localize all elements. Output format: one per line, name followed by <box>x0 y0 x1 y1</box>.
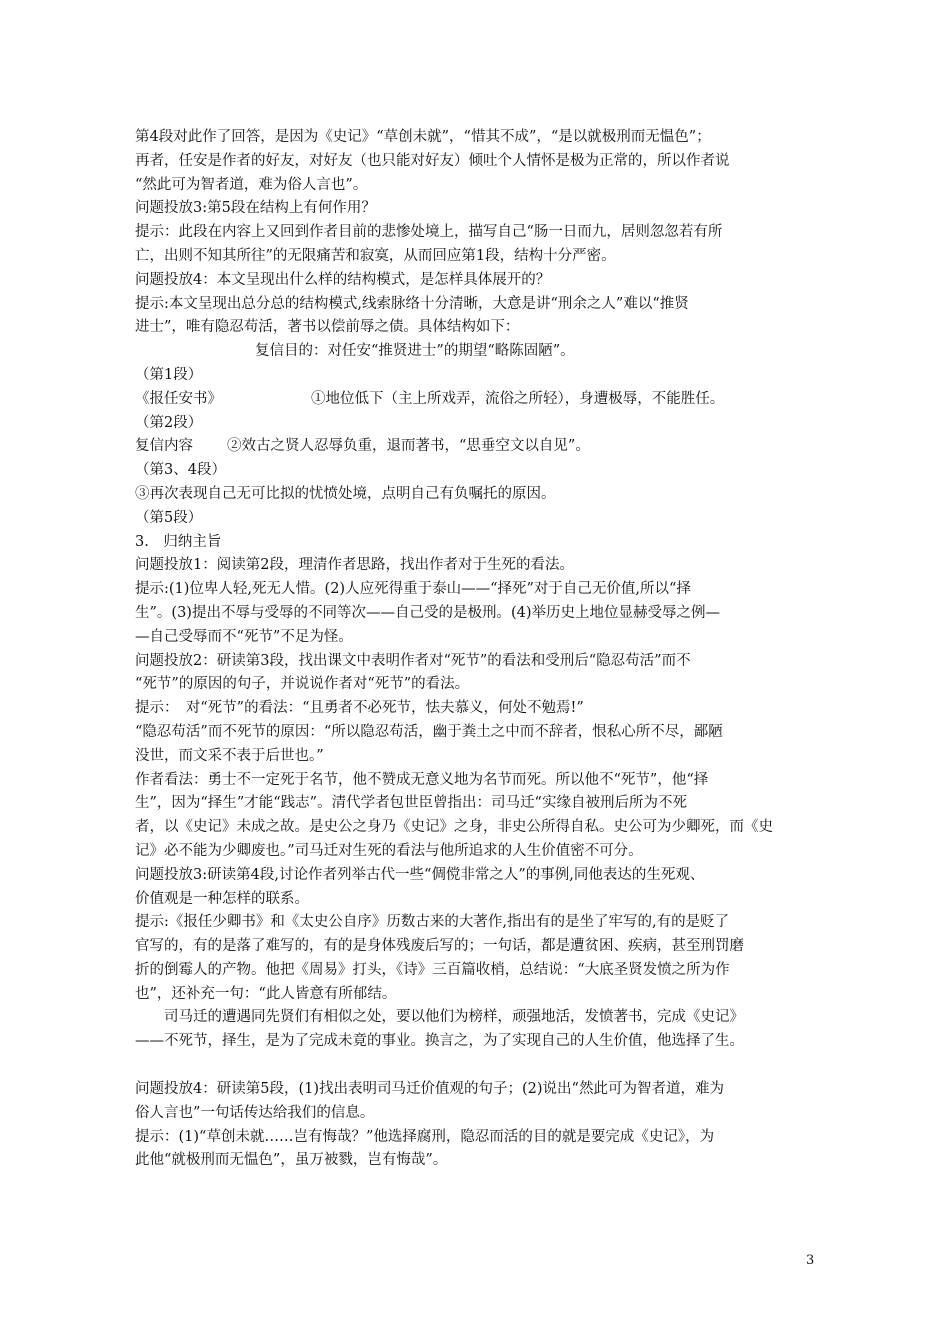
document-body <box>135 126 825 1173</box>
text-line: 提示：(1)“草创未就……岂有悔哉？”他选择腐刑，隐忍而活的目的就是要完成《史记》，为 <box>135 1128 715 1145</box>
text-line: 司马迁的遭遇同先贤们有相似之处，要以他们为榜样，顽强地活，发愤著书，完成《史记》 <box>164 1009 744 1026</box>
text-line: “然此可为智者道，难为俗人言也”。 <box>135 176 368 193</box>
text-line: 第4段对此作了回答，是因为《史记》“草创未就”，“惜其不成”，“是以就极刑而无愠色”； <box>135 129 711 145</box>
structure-paragraph-ref: （第5段） <box>135 509 203 526</box>
page-number: 3 <box>806 1253 815 1268</box>
text-line: 亡，出则不知其所往”的无限痛苦和寂寞，从而回应第1段，结构十分严密。 <box>135 247 616 264</box>
text-line: 提示:《报任少卿书》和《太史公自序》历数古来的大著作,指出有的是坐了牢写的,有的是贬了 <box>135 914 730 931</box>
text-line: 作者看法：勇士不一定死于名节，他不赞成无意义地为名节而死。所以他不“死节”，他“择 <box>135 771 709 788</box>
text-line: 者，以《史记》未成之故。是史公之身乃《史记》之身，非史公所得自私。史公可为少卿死，而《史 <box>135 819 773 836</box>
question-heading: 问题投放3:研读第4段,讨论作者列举古代一些“倜傥非常之人”的事例,同他表达的生死观、 <box>135 866 705 883</box>
text-line: 生”。(3)提出不辱与受辱的不同等次——自己受的是极刑。(4)举历史上地位显赫受辱之例— <box>135 604 720 621</box>
blank-line <box>135 1054 825 1078</box>
text-line: ——不死节，择生，是为了完成未竟的事业。换言之，为了实现自己的人生价值，他选择了生。 <box>135 1033 744 1050</box>
question-heading: 问题投放4：研读第5段，(1)找出表明司马迁价值观的句子；(2)说出“然此可为智者道，难为 <box>135 1081 724 1098</box>
text-line: “隐忍苟活”而不死节的原因：“所以隐忍苟活，幽于粪土之中而不辞者，恨私心所不尽，鄙陋 <box>135 723 723 740</box>
question-heading: 问题投放1：阅读第2段，理清作者思路，找出作者对于生死的看法。 <box>135 557 574 574</box>
text-line: 官写的，有的是落了难写的，有的是身体残废后写的；一句话，都是遭贫困、疾病，甚至刑罚磨 <box>135 938 744 955</box>
structure-paragraph-ref: （第1段） <box>135 366 203 383</box>
text-line: 没世，而文采不表于后世也。” <box>135 747 324 764</box>
structure-item: ②效古之贤人忍辱负重，退而著书，“思垂空文以自见”。 <box>227 438 590 455</box>
text-line: 提示:本文呈现出总分总的结构模式,线索脉络十分清晰，大意是讲“刑余之人”难以“推贤 <box>135 295 689 312</box>
text-line: 此他“就极刑而无愠色”，虽万被戮，岂有悔哉”。 <box>135 1152 448 1169</box>
section-heading: 3. 归纳主旨 <box>135 533 222 550</box>
text-line: 提示:(1)位卑人轻,死无人惜。(2)人应死得重于泰山——“择死”对于自己无价值,所以“择 <box>135 581 691 598</box>
text-line: 提示： 对“死节”的看法：“且勇者不必死节，怯夫慕义，何处不勉焉!” <box>135 700 584 717</box>
structure-paragraph-ref: （第2段） <box>135 414 203 431</box>
text-line: 也”，还补充一句：“此人皆意有所郁结。 <box>135 985 397 1002</box>
question-heading: 问题投放2：研读第3段，找出课文中表明作者对“死节”的看法和受刑后“隐忍苟活”而不 <box>135 652 691 669</box>
text-line: —自己受辱而不“死节”不足为怪。 <box>135 628 353 645</box>
text-line: 俗人言也”一句话传达给我们的信息。 <box>135 1104 375 1121</box>
question-heading: 问题投放3:第5段在结构上有何作用？ <box>135 200 376 217</box>
text-line: 折的倒霉人的产物。他把《周易》打头，《诗》三百篇收梢，总结说：“大底圣贤发愤之所为作 <box>135 961 730 978</box>
text-line: 价值观是一种怎样的联系。 <box>135 890 309 907</box>
text-line: 生”，因为“择生”才能“践志”。清代学者包世臣曾指出：司马迁“实缘自被刑后所为不死 <box>135 795 687 812</box>
structure-item: ①地位低下（主上所戏弄，流俗之所轻），身遭极辱，不能胜任。 <box>311 390 725 407</box>
question-heading: 问题投放4：本文呈现出什么样的结构模式，是怎样具体展开的？ <box>135 271 551 288</box>
structure-item: ③再次表现自己无可比拟的忧愤处境，点明自己有负嘱托的原因。 <box>135 485 556 502</box>
structure-label: 复信内容 <box>135 438 193 455</box>
structure-title: 《报任安书》 <box>135 390 222 407</box>
text-line: 提示：此段在内容上又回到作者目前的悲惨处境上，描写自己“肠一日而九，居则忽忽若有所 <box>135 224 723 241</box>
structure-row <box>135 435 825 459</box>
text-line: 再者，任安是作者的好友，对好友（也只能对好友）倾吐个人情怀是极为正常的，所以作者说 <box>135 152 730 169</box>
text-line: 记》必不能为少卿废也。”司马迁对生死的看法与他所追求的人生价值密不可分。 <box>135 842 643 859</box>
structure-purpose: 复信目的：对任安“推贤进士”的期望“略陈固陋”。 <box>255 343 575 360</box>
text-line: “死节”的原因的句子，并说说作者对“死节”的看法。 <box>135 676 470 693</box>
structure-row <box>135 388 825 412</box>
structure-paragraph-ref: （第3、4段） <box>135 462 226 479</box>
text-line: 进士”，唯有隐忍苟活，著书以偿前辱之债。具体结构如下： <box>135 319 520 336</box>
